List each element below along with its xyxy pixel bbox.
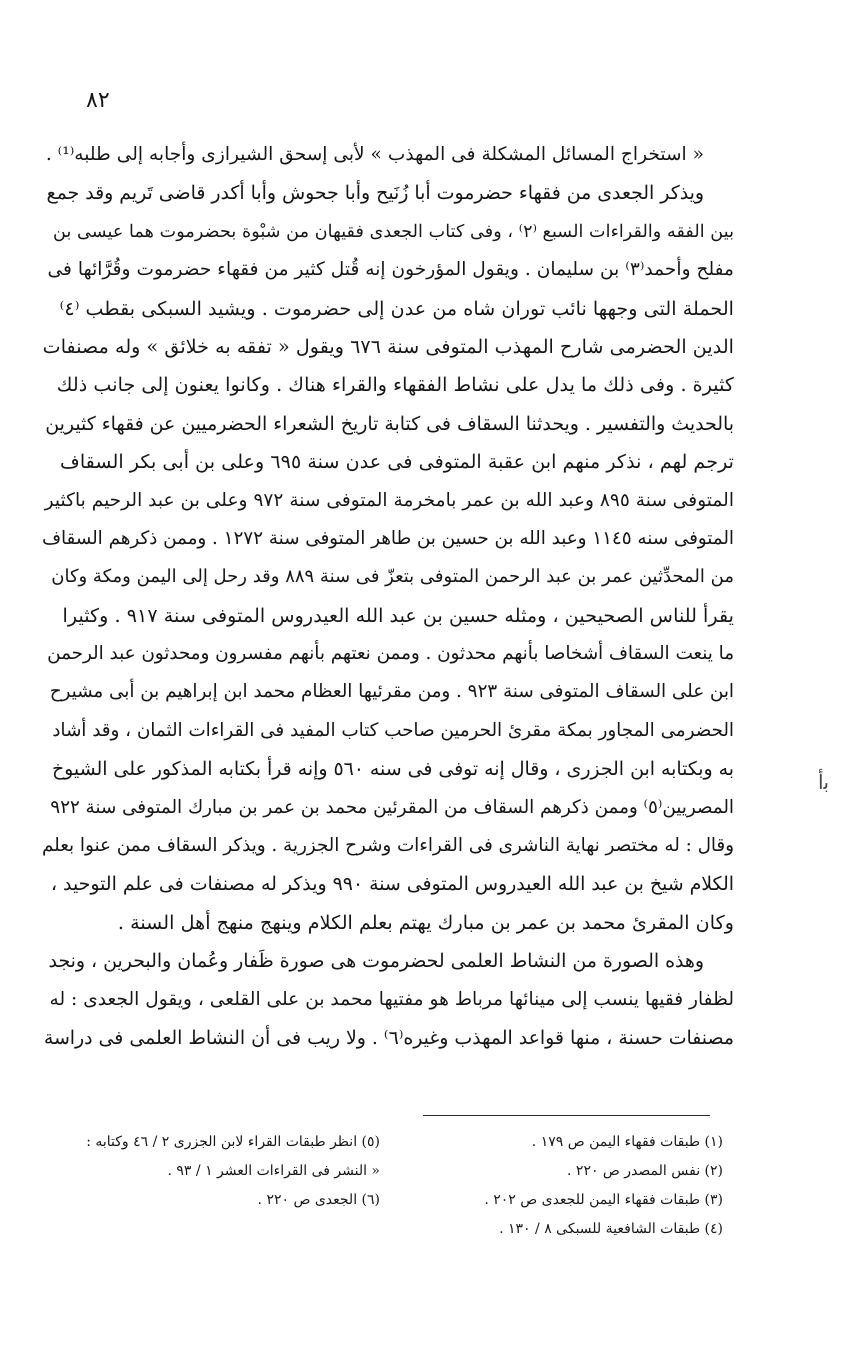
text-line: وقال : له مختصر نهاية الناشرى فى القراءات وشرح الجزرية . ويذكر السقاف ممن عنوا بعلم — [42, 835, 734, 857]
footnote: (١) طبقات فقهاء اليمن ص ١٧٩ . — [531, 1134, 723, 1150]
text-line: مصنفات حسنة ، منها قواعد المهذب وغيره⁽٦⁾ . ولا ريب فى أن النشاط العلمى فى دراسة — [43, 1026, 734, 1049]
text-line: ويذكر الجعدى من فقهاء حضرموت أبا زُنَيح وأبا جحوش وأبا أكدر قاضى تَريم وقد جمع — [46, 182, 704, 205]
text-line: وكان المقرئ محمد بن عمر بن مبارك يهتم بعلم الكلام وينهج منهج أهل السنة . — [117, 910, 734, 934]
text-line: ابن على السقاف المتوفى سنة ٩٢٣ . ومن مقرئيها العظام محمد ابن إبراهيم بن أبى مشيرح — [49, 681, 734, 703]
margin-mark: ﺑأ — [818, 770, 830, 794]
main-text — [42, 136, 734, 1057]
text-line: به وبكتابه ابن الجزرى ، وقال إنه توفى فى سنه ٥٦٠ وإنه قرأ بكتابه المذكور على الشيوخ — [51, 758, 734, 781]
text-line: من المحدِّثين عمر بن عبد الرحمن المتوفى بتعزّ فى سنة ٨٨٩ وقد رحل إلى اليمن ومكة وكان — [51, 566, 734, 588]
text-line: الدين الحضرمى شارح المهذب المتوفى سنة ٦٧٦ ويقول « تفقه به خلائق » وله مصنفات — [42, 334, 734, 358]
text-line: المتوفى سنة ٨٩٥ وعبد الله بن عمر بامخرمة المتوفى سنة ٩٧٢ وعلى بن عبد الرحيم باكثير — [44, 489, 734, 511]
footnote-divider — [423, 1115, 710, 1116]
text-line: ترجم لهم ، نذكر منهم ابن عقبة المتوفى فى عدن سنة ٦٩٥ وعلى بن أبى بكر السقاف — [59, 450, 734, 474]
footnote: (٣) طبقات فقهاء اليمن للجعدى ص ٢٠٢ . — [484, 1192, 723, 1208]
text-line: المصريين⁽٥⁾ وممن ذكرهم السقاف من المقرئين محمد بن عمر بن مبارك المتوفى سنة ٩٢٢ — [50, 796, 734, 818]
text-line: بين الفقه والقراءات السبع ⁽٢⁾ ، وفى كتاب الجعدى فقيهان من شبْوة بحضرموت هما عيسى بن — [53, 221, 734, 242]
text-line: مفلح وأحمد⁽٣⁾ بن سليمان . ويقول المؤرخون إنه قُتل كثير من فقهاء حضرموت وقُرَّائها فى — [47, 259, 734, 281]
text-line: الكلام شيخ بن عبد الله العيدروس المتوفى سنة ٩٩٠ ويذكر له مصنفات فى علم التوحيد ، — [50, 873, 734, 896]
footnote: (٥) انظر طبقات القراء لابن الجزرى ٢ / ٤٦ وكتابه : — [86, 1134, 380, 1150]
text-line: يقرأ للناس الصحيحين ، ومثله حسين بن عبد الله العيدروس المتوفى سنة ٩١٧ . وكثيرا — [62, 603, 734, 627]
footnotes-left-column — [35, 1128, 380, 1215]
footnotes-right-column — [423, 1128, 723, 1244]
text-line: بالحديث والتفسير . ويحدثنا السقاف فى كتابة تاريخ الشعراء الحضرميين عن فقهاء كثيرين — [45, 412, 734, 435]
text-line: المتوفى سنه ١١٤٥ وعبد الله بن حسين بن طاهر المتوفى سنة ١٢٧٢ . وممن ذكرهم السقاف — [42, 527, 734, 549]
text-line: كثيرة . وفى ذلك ما يدل على نشاط الفقهاء والقراء هناك . وكانوا يعنون إلى جانب ذلك — [56, 373, 734, 397]
text-line: الحملة التى وجهها نائب توران شاه من عدن إلى حضرموت . ويشيد السبكى بقطب ⁽٤⁾ — [59, 296, 734, 320]
footnote: (٦) الجعدى ص ٢٢٠ . — [257, 1192, 380, 1208]
footnote: « النشر فى القراءات العشر ١ / ٩٣ . — [167, 1163, 380, 1179]
text-line: الحضرمى المجاور بمكة مقرئ الحرمين صاحب كتاب المفيد فى القراءات الثمان ، وقد أشاد — [52, 719, 734, 741]
page-number: ٨٢ — [86, 88, 110, 113]
text-line: لظفار فقيها ينسب إلى مينائها مرباط هو مفتيها محمد بن على القلعى ، ويقول الجعدى : له — [49, 988, 734, 1010]
text-line: ما ينعت السقاف أشخاصا بأنهم محدثون . وممن نعتهم بأنهم مفسرون ومحدثون عبد الرحمن — [47, 643, 734, 665]
footnote: (٤) طبقات الشافعية للسبكى ٨ / ١٣٠ . — [499, 1221, 723, 1237]
text-line: وهذه الصورة من النشاط العلمى لحضرموت هى صورة ظَفار وعُمان والبحرين ، ونجد — [48, 950, 704, 973]
text-line: « استخراج المسائل المشكلة فى المهذب » لأبى إسحق الشيرازى وأجابه إلى طلبه⁽¹⁾ . — [45, 144, 704, 165]
footnote: (٢) نفس المصدر ص ٢٢٠ . — [567, 1163, 723, 1179]
